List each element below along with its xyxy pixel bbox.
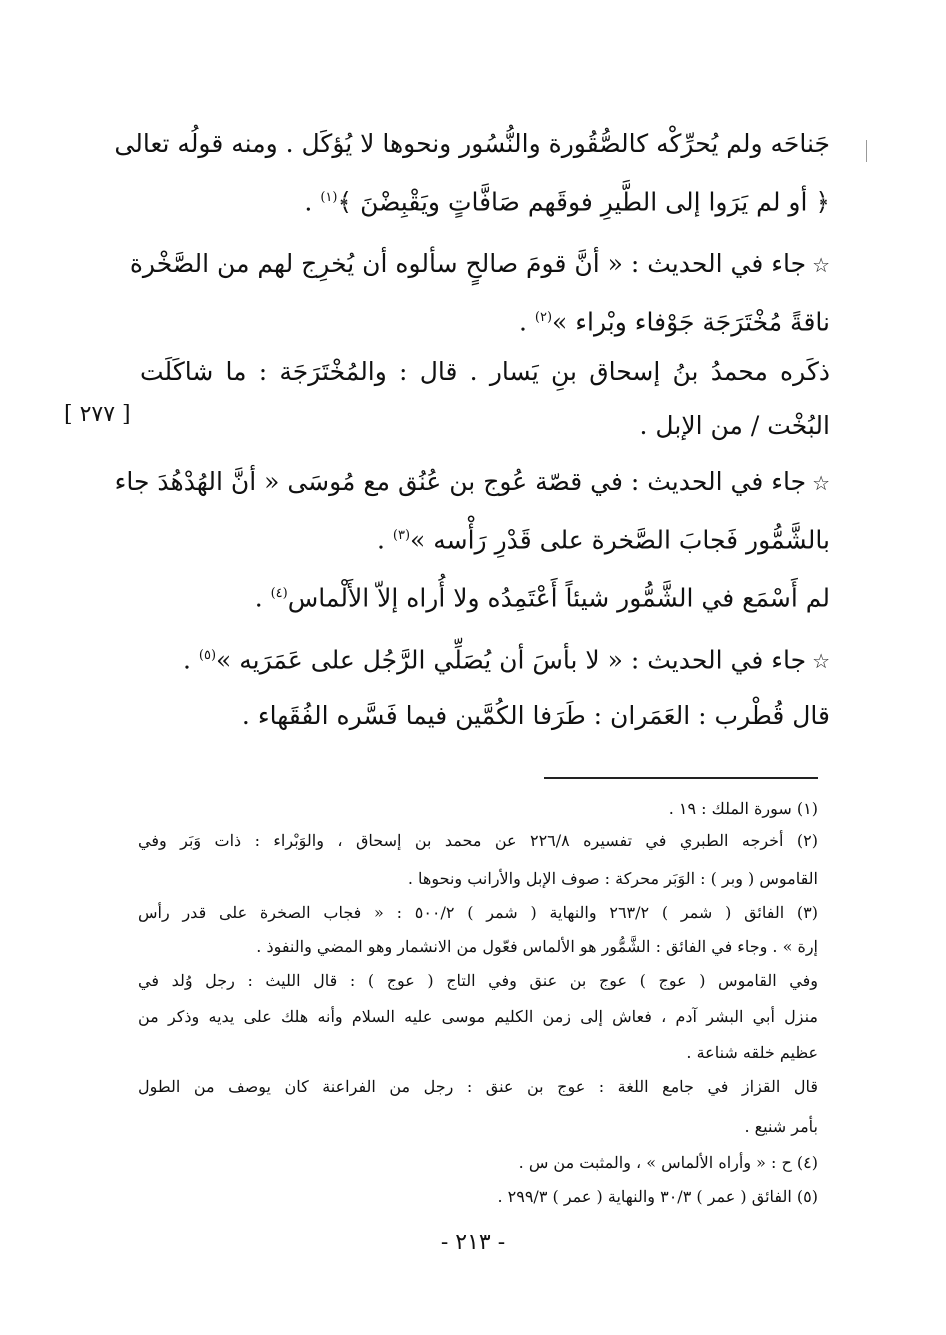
footnote-3-cont-2: وفي القاموس ( عوج ) عوج بن عنق وفي التاج ( عوج ) : قال الليث : رجل وُلد في <box>138 971 818 990</box>
footnote-3-cont-4: عظيم خلقه شناعة . <box>686 1043 818 1062</box>
footnote-3-cont-3: منزل أبي البشر آدم ، فعاش إلى زمن الكليم موسى عليه السلام وأنه هلك على يديه وذكر من <box>138 1007 818 1026</box>
footnote-3-cont: إرة » . وجاء في الفائق : الشَّمُّور هو الألماس فعّول من الانشمار وهو المضي والنفوذ . <box>256 937 818 956</box>
main-line-10: ☆جاء في الحديث : « لا بأسَ أن يُصَلِّي الرَّجُل على عَمَرَيه »$^{(٥)}$ . <box>182 645 830 675</box>
page-number: - ٢١٣ - <box>440 1230 506 1255</box>
footnote-2: (٢) أخرجه الطبري في تفسيره ٢٢٦/٨ عن محمد بن إسحاق ، والوَبْراء : ذات وَبَر وفي <box>138 831 819 850</box>
footnote-3: (٣) الفائق ( شمر ) ٢٦٣/٢ والنهاية ( شمر ) ٥٠٠/٢ : « فجاب الصخرة على قدر رأس <box>138 903 818 922</box>
footnote-5: (٥) الفائق ( عمر ) ٣٠/٣ والنهاية ( عمر ) ٢٩٩/٣ . <box>497 1187 818 1206</box>
star-icon: ☆ <box>812 649 830 674</box>
main-line-6: البُخْت / من الإبل . <box>639 411 830 440</box>
margin-mark <box>866 140 867 162</box>
main-line-4: ناقةً مُخْتَرَجَة جَوْفاء وبْراء »$^{(٢)}$ . <box>518 307 830 337</box>
main-line-5: ذكَره محمدُ بنُ إسحاق بنِ يَسار . قال : والمُخْتَرَجَة : ما شاكَلَت <box>140 357 830 386</box>
main-line-9: لم أَسْمَع في الشَّمُّور شيئاً أَعْتَمِدُه ولا أُراه إلاّ الأَلْماس$^{(٤)}$ . <box>254 583 830 613</box>
star-icon: ☆ <box>812 253 830 277</box>
footnote-divider <box>544 777 818 779</box>
note-ref-2: (٢) <box>534 310 553 325</box>
main-line-1: جَناحَه ولم يُحرِّكْه كالصُّقُورة والنُّسُور ونحوها لا يُؤكَل . ومنه قولُه تعالى <box>114 129 830 158</box>
footnote-3-cont-5: قال القزاز في جامع اللغة : عوج بن عنق : رجل من الفراعنة كان يوصف من الطول <box>138 1077 818 1096</box>
footnote-1: (١) سورة الملك : ١٩ . <box>668 799 818 818</box>
footnote-4: (٤) ح : « وأراه الألماس » ، والمثبت من س . <box>518 1153 818 1172</box>
main-line-11: قال قُطْرب : العَمَران : طَرَفا الكُمَّين فيما فَسَّره الفُقَهاء . <box>241 701 830 730</box>
original-page-marker: [ ٢٧٧ ] <box>64 402 131 427</box>
footnote-3-cont-6: بأمر شنيع . <box>744 1117 818 1136</box>
star-icon: ☆ <box>812 471 830 495</box>
footnote-2-cont: القاموس ( وبر ) : الوَبَر محركة : صوف الإبل والأرانب ونحوها . <box>407 869 818 888</box>
note-ref-5: (٥) <box>198 648 217 663</box>
main-line-2: ﴿ أو لم يَرَوا إلى الطَّيرِ فوقَهم صَافَّاتٍ ويَقْبِضْنَ ﴾$^{(١)}$ . <box>304 187 830 217</box>
note-ref-4: (٤) <box>270 586 288 601</box>
main-line-7: ☆جاء في الحديث : في قصّة عُوج بن عُنُق مع مُوسَى « أنَّ الهُدْهُدَ جاء <box>114 467 830 496</box>
main-line-3: ☆جاء في الحديث : « أنَّ قومَ صالحٍ سألوه أن يُخرِج لهم من الصَّخْرة <box>129 249 830 278</box>
note-ref-1: (١) <box>320 190 338 205</box>
note-ref-3: (٣) <box>392 528 411 543</box>
main-line-8: بالشَّمُّور فَجابَ الصَّخرة على قَدْرِ رَأْسه »$^{(٣)}$ . <box>376 525 830 555</box>
